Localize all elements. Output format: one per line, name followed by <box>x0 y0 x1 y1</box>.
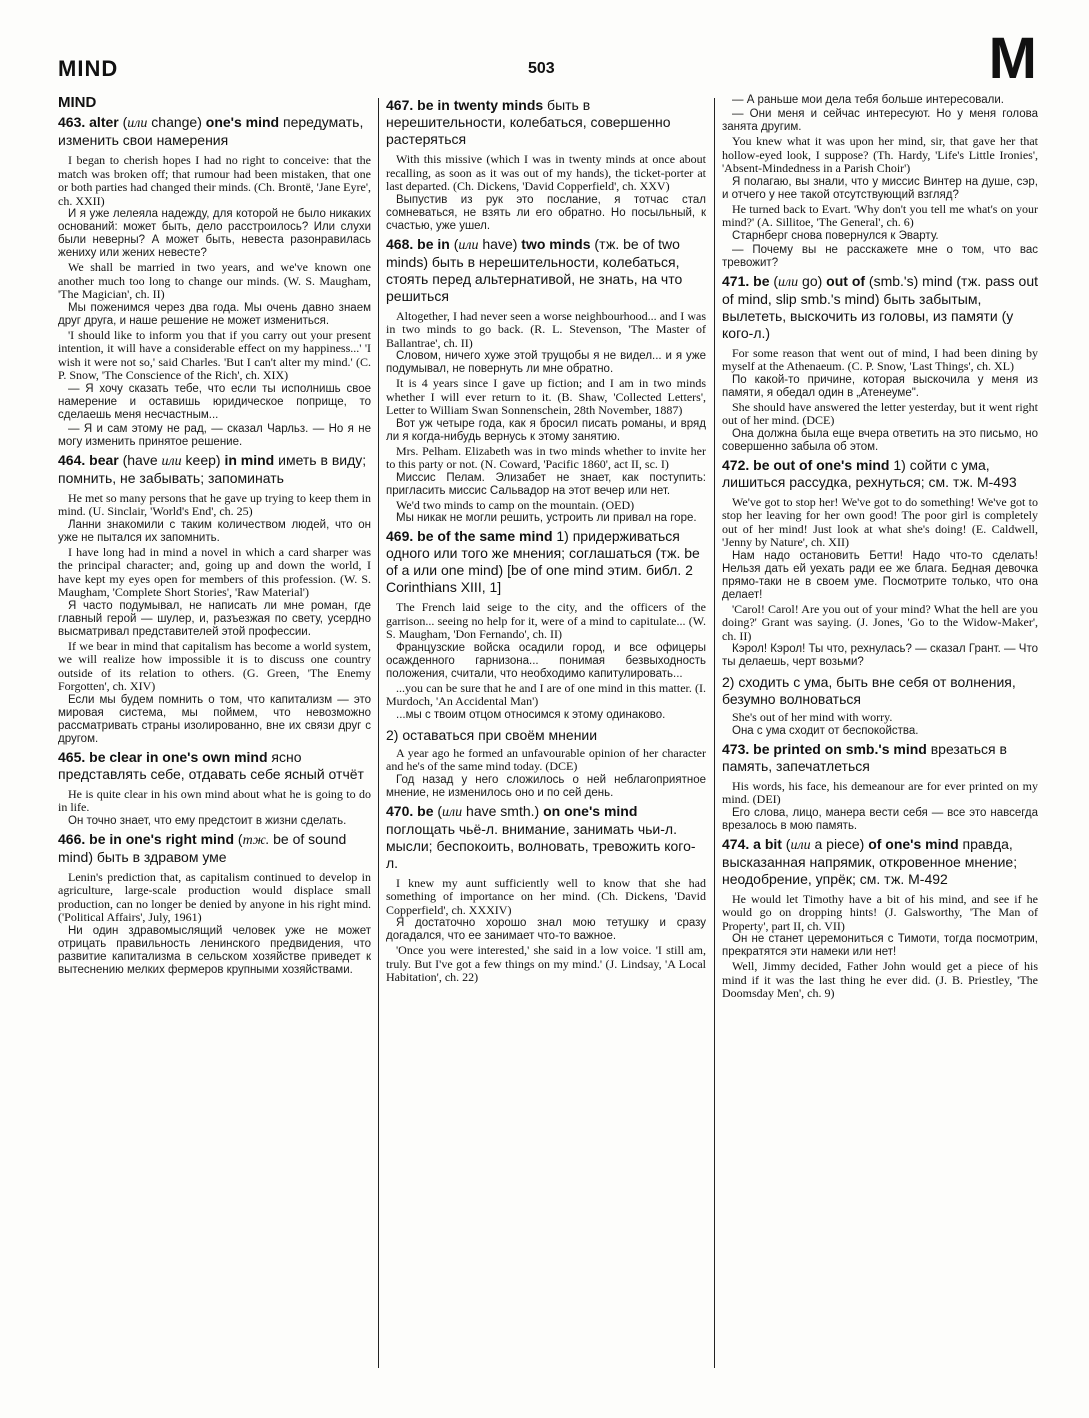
entry-definition: 1) сойти с ума, лишиться рассудка, рехнуться; см. тж. M-493 <box>722 456 1017 490</box>
column-1 <box>58 94 371 1412</box>
entry-paren: ( <box>234 830 243 847</box>
entry-paren: have) <box>478 235 522 252</box>
running-head-word: MIND <box>58 56 119 81</box>
entry-headword <box>386 528 706 596</box>
example-russian: Его слова, лицо, манера вести себя — все это навсегда врезалось в мою память. <box>722 806 1038 832</box>
entry-phrase: on one's mind <box>543 802 638 819</box>
example-russian: Миссис Пелам. Элизабет не знает, как поступить: пригласить миссис Сальвадор на этот вечер или нет. <box>386 471 706 497</box>
entry-phrase: be clear in one's own mind <box>89 748 268 765</box>
entry-phrase: be of the same mind <box>417 528 553 544</box>
entry-phrase: be printed on smb.'s mind <box>753 740 927 757</box>
entry-number: 463. <box>58 114 86 130</box>
entry-paren: have smth.) <box>462 802 544 819</box>
column-divider <box>378 98 379 1368</box>
example-english: With this missive (which I was in twenty minds at once about recalling, as soon as it was out of my hands), the ticket-porter at last departed. (Ch. Dickens, 'David Copperfield', ch. XXV) <box>386 152 706 193</box>
column-3 <box>722 94 1038 1412</box>
example-russian: Я часто подумывал, не написать ли мне роман, где главный герой — шулер, и, разъезжая по свету, усердно высматривал представителей этой профессии. <box>58 599 371 638</box>
column-divider <box>714 98 715 1368</box>
example-russian: Мы поженимся через два года. Мы очень давно знаем друг друга, и наше решение не может измениться. <box>58 301 371 327</box>
entry-definition: быть в здравом уме <box>96 848 227 865</box>
entry-phrase: be out of one's mind <box>753 456 890 473</box>
example-russian: Если мы будем помнить о том, что капитализм — это мировая система, мы поймем, что невозможно рассматривать страны изолированно, вне их связи друг с другом. <box>58 693 371 745</box>
entry-paren: ( <box>449 235 459 252</box>
example-english: The French laid seige to the city, and the officers of the garrison... seeing no help for it, were of a mind to capitulate... (W. S. Maugham, 'Don Fernando', ch. II) <box>386 600 706 641</box>
entry-number: 470. <box>386 802 414 819</box>
entry-paren: ( <box>769 272 779 289</box>
example-english: We'd two minds to camp on the mountain. (OED) <box>396 497 635 512</box>
entry-definition: иметь в виду; помнить, не забывать; запоминать <box>58 451 367 486</box>
example-russian: Вот уж четыре года, как я бросил писать романы, и вряд ли я когда-нибудь вернусь к этому занятию. <box>386 417 706 443</box>
entry-definition: (тж. be of two minds) быть в нерешительности, колебаться, стоять перед альтернативой, не знать, на что решиться <box>386 235 683 304</box>
example-english: His words, his face, his demeanour are for ever printed on my mind. (DEI) <box>722 778 1038 806</box>
entry-paren: ( <box>118 114 128 130</box>
example-english: I have long had in mind a novel in which a card sharper was the principal character; and, going up and down the world, I have kept my eyes open for members of this profession. (W. S. Maugham, 'Complete Short Stories', 'Raw Material') <box>58 544 371 599</box>
entry-phrase: be <box>753 272 770 289</box>
example-english: He would let Timothy have a bit of his mind, and see if he would go on dropping hints! (J. Galsworthy, 'The Man of Property', part II, ch. VII) <box>722 891 1038 933</box>
example-russian: ...мы с твоим отцом относимся к этому одинаково. <box>396 708 666 721</box>
entry-phrase: be in twenty minds <box>417 97 544 113</box>
sense-definition: 2) оставаться при своём мнении <box>386 726 598 743</box>
entry-phrase: out of <box>826 272 866 289</box>
entry-headword <box>722 457 1038 491</box>
entry-headword <box>386 236 706 305</box>
example-english: 'I should like to inform you that if you carry out your present intention, it will have a considerable effect on my happiness...' 'I wish it were not so,' said Charles. 'But I can't alter my mind.' (C. P. Snow, 'The Conscience of the Rich', ch. XIX) <box>58 327 371 382</box>
entry-definition: передумать, изменить свои намерения <box>58 114 364 148</box>
entry-number: 466. <box>58 830 86 847</box>
example-english: 'Once you were interested,' she said in a low voice. 'I still am, truly. But I've got a few things on my mind.' (J. Lindsay, 'A Local Habitation', ch. 22) <box>386 943 706 984</box>
entry-headword <box>58 114 371 149</box>
entry-note: или <box>161 453 182 469</box>
entry-paren: ( <box>433 802 443 819</box>
entry-headword <box>386 97 706 148</box>
example-russian: Кэрол! Кэрол! Ты что, рехнулась? — сказал Грант. — Что ты делаешь, черт возьми? <box>722 643 1038 668</box>
example-english: He met so many persons that he gave up trying to keep them in mind. (U. Sinclair, 'World's End', ch. 25) <box>58 490 371 518</box>
entry-paren: be of sound mind) <box>58 830 347 865</box>
example-russian: Нам надо остановить Бетти! Надо что-то сделать! Нельзя дать ей уехать ради ее же блага. Бедная девочка прямо-таки не в своем уме. Посмотрите только, что она делает! <box>722 549 1038 601</box>
example-russian: — А раньше мои дела тебя больше интересовали. <box>732 94 1004 106</box>
entry-phrase: in mind <box>224 451 275 468</box>
example-english: ...you can be sure that he and I are of one mind in this matter. (I. Murdoch, 'An Accidental Man') <box>386 680 706 708</box>
example-english: If we bear in mind that capitalism has become a world system, we will realize how impossible it is to discuss one country outside of its relation to others. (G. Green, 'The Enemy Forgotten', ch. XIV) <box>58 638 371 693</box>
entry-number: 471. <box>722 272 750 289</box>
example-english: A year ago he formed an unfavourable opinion of her character and he's of the same mind today. (DCE) <box>386 745 706 773</box>
example-english: I began to cherish hopes I had no right to conceive: that the match was broken off; that rumour had been mistaken, that one or both parties had changed their minds. (Ch. Brontë, 'Jane Eyre', ch. XXII) <box>58 153 371 208</box>
entry-phrase: two minds <box>521 235 591 252</box>
example-russian: Год назад у него сложилось о ней неблагоприятное мнение, не изменилось оно и по сей день. <box>386 773 706 799</box>
entry-note: или <box>458 237 479 253</box>
entry-definition: ясно представлять себе, отдавать себе ясный отчёт <box>58 748 364 782</box>
entry-definition: быть в нерешительности, колебаться, совершенно растеряться <box>386 97 671 147</box>
column-2 <box>386 94 706 1412</box>
example-english: For some reason that went out of mind, I had been dining by myself at the Athenaeum. (C. P. Snow, 'Last Things', ch. XL) <box>722 345 1038 373</box>
running-head <box>0 0 1089 90</box>
entry-definition: 1) придерживаться одного или того же мнения; соглашаться (тж. be of a или one mind) [be of one mind этим. библ. 2 Corinthians XIII, 1] <box>386 528 700 595</box>
entry-paren: a piece) <box>810 835 869 852</box>
example-english: Altogether, I had never seen a worse neighbourhood... and I was in two minds to go back. (R. L. Stevenson, 'The Master of Ballantrae', ch. II) <box>386 308 706 350</box>
example-russian: Выпустив из рук это послание, я тотчас стал сомневаться, не взять ли его обратно. Но посыльный, к счастью, уже ушел. <box>386 193 706 232</box>
section-title: MIND <box>58 94 97 111</box>
entry-phrase: be <box>417 802 434 819</box>
entry-definition: правда, высказанная напрямик, откровенное мнение; неодобрение, упрёк; см. тж. M-492 <box>722 835 1018 887</box>
entry-note: или <box>127 116 148 131</box>
entry-definition: поглощать чьё-л. внимание, занимать чьи-л. мысли; беспокоить, волновать, тревожить кого-л. <box>386 820 696 871</box>
page-number: 503 <box>528 60 555 77</box>
entry-headword <box>58 831 371 866</box>
example-russian: Я достаточно хорошо знал мою тетушку и сразу догадался, что ее занимает что-то важное. <box>386 917 706 942</box>
example-english: Lenin's prediction that, as capitalism continued to develop in agriculture, large-scale production would displace small production, can no longer be denied by anyone in his right mind. ('Political Affairs', July, 1961) <box>58 869 371 924</box>
example-english: I knew my aunt sufficiently well to know that she had something of importance on her mind. (Ch. Dickens, 'David Copperfield', ch. XXXIV) <box>386 875 706 917</box>
entry-number: 472. <box>722 456 750 473</box>
example-russian: Он не станет церемониться с Тимоти, тогда посмотрим, прекратятся эти намеки или нет! <box>722 933 1038 958</box>
example-russian: Старнберг снова повернулся к Эварту. <box>732 229 939 242</box>
entry-paren: ( <box>781 835 791 852</box>
entry-phrase: a bit <box>753 835 782 852</box>
entry-note: тж. <box>242 832 270 848</box>
example-english: It is 4 years since I gave up fiction; and I am in two minds whether I will ever return to it. (B. Shaw, 'Collected Letters', Letter to William Swan Sonnenschein, 28th November, 1887) <box>386 376 706 417</box>
section-letter: M <box>988 26 1037 91</box>
example-russian: Ни один здравомыслящий человек уже не может отрицать правильность ленинского предвидения, что развитие капитализма в сельском хозяйстве приведет к вытеснению мелких фермеров крупными хозяйствами. <box>58 924 371 976</box>
entry-headword <box>722 836 1038 888</box>
entry-note: или <box>778 274 799 290</box>
example-russian: Французские войска осадили город, и все офицеры осажденного гарнизона... понимая безвыходность положения, считали, что необходимо капитулировать... <box>386 641 706 680</box>
example-english: 'Carol! Carol! Are you out of your mind? What the hell are you doing?' Grant was saying. (J. Jones, 'Go to the Widow-Maker', ch. II) <box>722 601 1038 643</box>
entry-number: 469. <box>386 528 414 544</box>
entry-number: 473. <box>722 740 750 757</box>
entry-number: 474. <box>722 835 750 852</box>
entry-phrase: one's mind <box>205 114 280 130</box>
entry-headword <box>722 741 1038 775</box>
example-russian: — Я и сам этому не рад, — сказал Чарльз. — Но я не могу изменить принятое решение. <box>58 422 371 448</box>
example-russian: — Они меня и сейчас интересуют. Но у меня голова занята другим. <box>722 108 1038 133</box>
entry-paren: keep) <box>181 451 225 468</box>
entry-phrase: be in one's right mind <box>89 830 235 847</box>
example-russian: Словом, ничего хуже этой трущобы я не видел... и я уже подумывал, не повернуть ли мне обратно. <box>386 350 706 375</box>
example-english: We've got to stop her! We've got to do something! We've got to stop her leaving for her own good! The poor girl is completely out of her mind! Just look at what she's doing! (E. Caldwell, 'Jenny by Nature', ch. XII) <box>722 494 1038 549</box>
entry-paren: go) <box>798 272 827 289</box>
entry-paren: (have <box>118 451 162 468</box>
example-english: Mrs. Pelham. Elizabeth was in two minds whether to invite her to this party or not. (N. Coward, 'Pacific 1860', act II, sc. I) <box>386 443 706 471</box>
entry-headword <box>58 749 371 783</box>
entry-phrase: alter <box>89 114 119 130</box>
example-english: He turned back to Evart. 'Why don't you tell me what's on your mind?' (A. Sillitoe, 'The General', ch. 6) <box>722 201 1038 229</box>
entry-headword <box>58 452 371 487</box>
entry-headword <box>386 803 706 872</box>
example-english: He is quite clear in his own mind about what he is going to do in life. <box>58 786 371 814</box>
example-english: She should have answered the letter yesterday, but it went right out of her mind. (DCE) <box>722 399 1038 427</box>
example-russian: Мы никак не могли решить, устроить ли привал на горе. <box>396 512 697 524</box>
example-russian: Я полагаю, вы знали, что у миссис Винтер на душе, сэр, и отчего у нее такой отсутствующий взгляд? <box>722 175 1038 201</box>
entry-paren: change) <box>147 114 206 130</box>
example-russian: Она должна была еще вчера ответить на это письмо, но совершенно забыла об этом. <box>722 427 1038 453</box>
entry-number: 468. <box>386 235 414 252</box>
example-russian: Ланни знакомили с таким количеством людей, что он уже не пытался их запомнить. <box>58 518 371 544</box>
entry-note: или <box>442 804 463 820</box>
entry-definition: врезаться в память, запечатлеться <box>722 740 1007 774</box>
example-russian: — Я хочу сказать тебе, что если ты исполнишь свое намерение и оставишь юридическое поприще, то сделаешь меня несчастным... <box>58 382 371 421</box>
example-russian: И я уже лелеяла надежду, для которой не было никаких оснований: может быть, дело расстроилось? Или слухи были неверны? А может быть, невеста разонравилась жениху или жених невесте? <box>58 208 371 259</box>
entry-headword <box>722 273 1038 342</box>
example-english: We shall be married in two years, and we've known one another much too long to change our minds. (W. S. Maugham, 'The Magician', ch. II) <box>58 260 371 301</box>
sense-definition: 2) сходить с ума, быть вне себя от волнения, безумно волноваться <box>722 674 1016 707</box>
example-english: She's out of her mind with worry. <box>732 710 893 724</box>
entry-definition: (smb.'s) mind (тж. pass out of mind, slip smb.'s mind) быть забытым, вылететь, выскочить из головы, из памяти (у кого-л.) <box>722 272 1038 341</box>
entry-number: 464. <box>58 451 86 468</box>
entry-note: или <box>790 837 811 853</box>
entry-phrase: bear <box>89 451 119 468</box>
entry-number: 467. <box>386 97 414 113</box>
entry-number: 465. <box>58 748 86 765</box>
example-russian: По какой-то причине, которая выскочила у меня из памяти, я обедал один в „Атенеуме". <box>722 373 1038 399</box>
example-russian: Она с ума сходит от беспокойства. <box>732 724 919 737</box>
example-english: Well, Jimmy decided, Father John would get a piece of his mind if it was the last thing he ever did. (J. B. Priestley, 'The Doomsday Men', ch. 9) <box>722 959 1038 1000</box>
entry-phrase: be in <box>417 235 450 252</box>
example-english: You knew what it was upon her mind, sir, that gave her that hollow-eyed look, I suppose? (Th. Hardy, 'Life's Little Ironies', 'Absent-Mindedness in a Parish Choir') <box>722 134 1038 175</box>
example-russian: Он точно знает, что ему предстоит в жизни сделать. <box>68 814 347 827</box>
example-russian: — Почему вы не расскажете мне о том, что вас тревожит? <box>722 243 1038 269</box>
entry-phrase: of one's mind <box>868 835 959 852</box>
